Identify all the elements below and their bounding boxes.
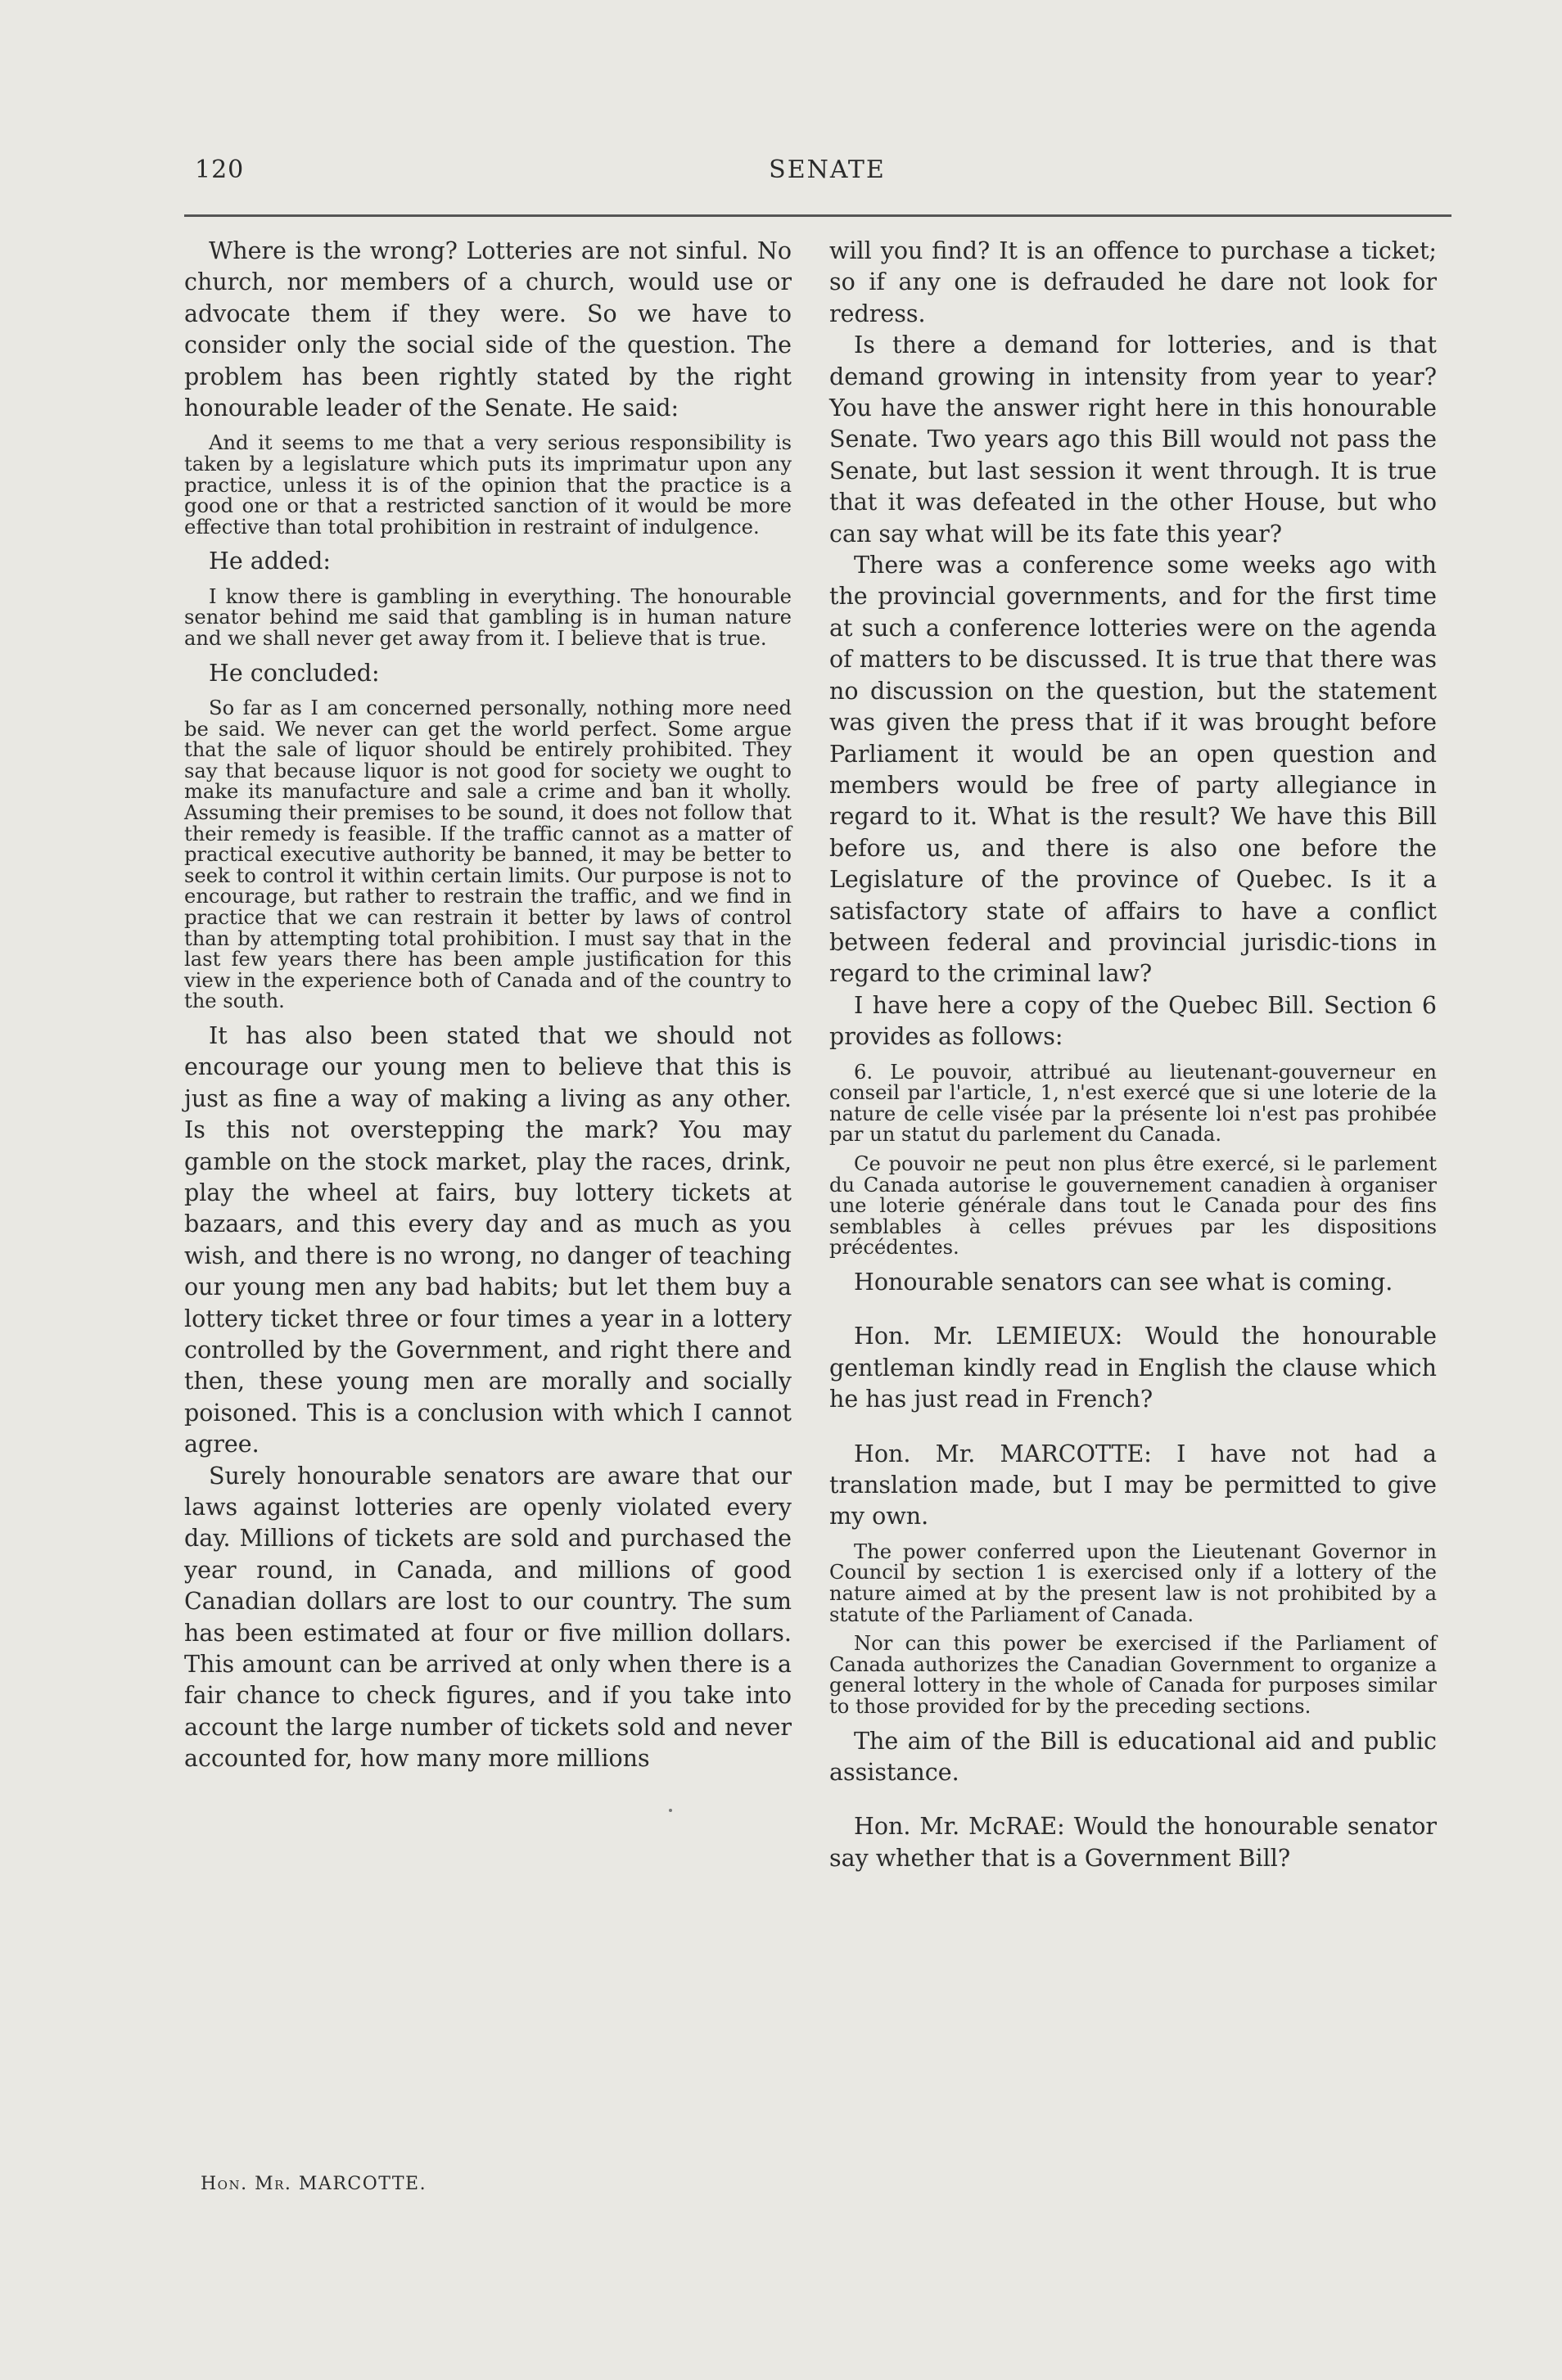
paragraph: It has also been stated that we should not encourage our young men to believe that this is just as fine a way of making a living as any other. Is this not overstepping the mark? You may gamble on the stock market, play the races, drink, play the wheel at fairs, buy lottery tickets at bazaars, and this every day and as much as you wish, and there is no wrong, no danger of teaching our young men any bad habits; but let them buy a lottery ticket three or four times a year in a lottery controlled by the Government, and right there and then, these young men are morally and socially poisoned. This is a conclusion with which I cannot agree. — [184, 1021, 792, 1458]
speaker-footer: Hon. Mr. MARCOTTE. — [201, 2174, 427, 2194]
running-head: SENATE — [769, 156, 886, 184]
speck — [669, 1809, 672, 1812]
page-number: 120 — [195, 156, 245, 184]
page-header — [195, 156, 1460, 196]
speaker-paragraph: Hon. Mr. McRAE: Would the honourable senator say whether that is a Government Bill? — [829, 1813, 1437, 1872]
paragraph: I have here a copy of the Quebec Bill. Section 6 provides as follows: — [829, 991, 1437, 1051]
paragraph: will you find? It is an offence to purchase a ticket; so if any one is defrauded he dare not look for redress. — [829, 237, 1437, 327]
header-rule — [184, 214, 1451, 217]
quoted-passage: Nor can this power be exercised if the Parliament of Canada authorizes the Canadian Government to organize a general lottery in the whole of Canada for purposes similar to those provided for by the preceding sections. — [829, 1632, 1437, 1718]
left-column — [184, 236, 792, 1775]
quoted-passage: And it seems to me that a very serious responsibility is taken by a legislature which puts its imprimatur upon any practice, unless it is of the opinion that the practice is a good one or that a restricted sanction of it would be more effective than total prohibition in restraint of indulgence. — [184, 431, 792, 539]
paragraph: He added: — [209, 548, 331, 575]
paragraph: Is there a demand for lotteries, and is that demand growing in intensity from year to year? You have the answer right here in this honourable Senate. Two years ago this Bill would not pass the Senate, but last session it went through. It is true that it was defeated in the other House, but who can say what will be its fate this year? — [829, 331, 1437, 548]
paragraph: Surely honourable senators are aware that our laws against lotteries are openly violated every day. Millions of tickets are sold and purchased the year round, in Canada, and millions of good Canadian dollars are lost to our country. The sum has been estimated at four or five million dollars. This amount can be arrived at only when there is a fair chance to check figures, and if you take into account the large number of tickets sold and never accounted for, how many more millions — [184, 1462, 792, 1773]
quoted-passage: 6. Le pouvoir, attribué au lieutenant-gouverneur en conseil par l'article, 1, n'est exercé que si une loterie de la nature de celle visée par la présente loi n'est pas prohibée par un statut du parlement du Canada. — [829, 1060, 1437, 1147]
quoted-passage: The power conferred upon the Lieutenant Governor in Council by section 1 is exercised only if a lottery of the nature aimed at by the present law is not prohibited by a statute of the Parliament of Canada. — [829, 1539, 1437, 1626]
paragraph: There was a conference some weeks ago with the provincial governments, and for the first time at such a conference lotteries were on the agenda of matters to be discussed. It is true that there was no discussion on the question, but the statement was given the press that if it was brought before Parliament it would be an open question and members would be free of party allegiance in regard to it. What is the result? We have this Bill before us, and there is also one before the Legislature of the province of Quebec. Is it a satisfactory state of affairs to have a conflict between federal and provincial jurisdic-tions in regard to the criminal law? — [829, 552, 1437, 988]
speaker-paragraph: Hon. Mr. LEMIEUX: Would the honourable gentleman kindly read in English the clause which he has just read in French? — [829, 1323, 1437, 1413]
paragraph: He concluded: — [209, 659, 380, 687]
quoted-passage: Ce pouvoir ne peut non plus être exercé, si le parlement du Canada autorise le gouvernement canadien à organiser une loterie générale dans tout le Canada pour des fins semblables à celles prévues par les dispositions précédentes. — [829, 1152, 1437, 1260]
paragraph: Honourable senators can see what is coming. — [854, 1268, 1393, 1296]
right-column — [829, 236, 1437, 1874]
paragraph: Where is the wrong? Lotteries are not sinful. No church, nor members of a church, would use or advocate them if they were. So we have to consider only the social side of the question. The problem has been rightly stated by the right honourable leader of the Senate. He said: — [184, 237, 792, 422]
quoted-passage: So far as I am concerned personally, nothing more need be said. We never can get the world perfect. Some argue that the sale of liquor should be entirely prohibited. They say that because liquor is not good for society we ought to make its manufacture and sale a crime and ban it wholly. Assuming their premises to be sound, it does not follow that their remedy is feasible. If the traffic cannot as a matter of practical executive authority be banned, it may be better to seek to control it within certain limits. Our purpose is not to encourage, but rather to restrain the traffic, and we find in practice that we can restrain it better by laws of control than by attempting total prohibition. I must say that in the last few years there has been ample justification for this view in the experience both of Canada and of the country to the south. — [184, 696, 792, 1013]
quoted-passage: I know there is gambling in everything. The honourable senator behind me said that gambling is in human nature and we shall never get away from it. I believe that is true. — [184, 584, 792, 650]
speaker-paragraph: Hon. Mr. MARCOTTE: I have not had a translation made, but I may be permitted to give my own. — [829, 1440, 1437, 1530]
paragraph: The aim of the Bill is educational aid and public assistance. — [829, 1727, 1437, 1786]
